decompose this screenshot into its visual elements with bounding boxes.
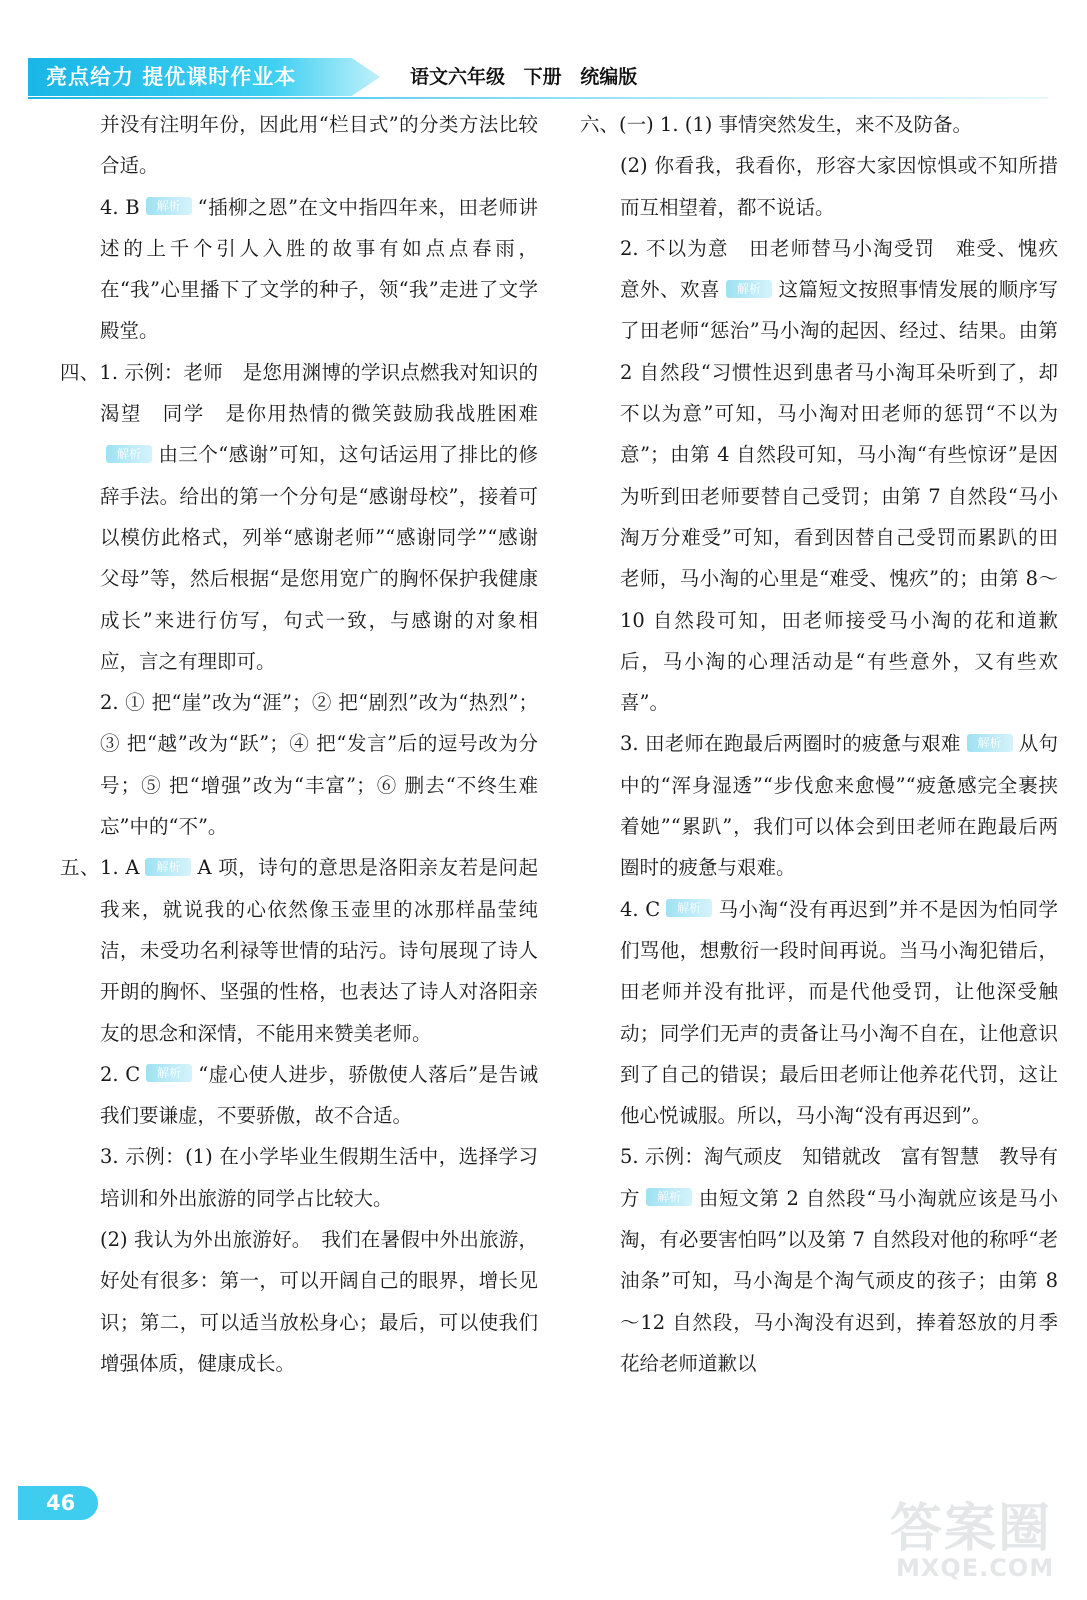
answer-paragraph [580,723,1058,888]
analysis-text: “插柳之恩”在文中指四年来，田老师讲述的上千个引人入胜的故事有如点点春雨，在“我”心里播下了文学的种子，领“我”走进了文学殿堂。 [100,195,538,343]
answer-paragraph [580,1136,1058,1384]
analysis-badge: 解析 [646,1188,692,1206]
header-divider [28,97,1048,99]
answer-paragraph: 3. 示例：(1) 在小学毕业生假期生活中，选择学习培训和外出旅游的同学占比较大。 [100,1145,538,1210]
analysis-badge: 解析 [967,734,1013,752]
answer-paragraph: 并没有注明年份，因此用“栏目式”的分类方法比较合适。 [100,113,538,178]
answer-text: 4. C [620,897,661,921]
right-column [580,104,1078,1384]
analysis-badge: 解析 [146,1064,192,1082]
answer-paragraph: (2) 你看我，我看你，形容大家因惊惧或不知所措而互相望着，都不说话。 [620,154,1058,219]
answer-text: 2. C [100,1062,141,1086]
analysis-text: 马小淘“没有再迟到”并不是因为怕同学们骂他，想敷衍一段时间再说。当马小淘犯错后，田老师并没有批评，而是代他受罚，让他深受触动；同学们无声的责备让马小淘不自在，让他意识到了自己的错误；最后田老师让他养花代罚，这让他心悦诚服。所以，马小淘“没有再迟到”。 [620,897,1058,1128]
answer-text: 四、1. 示例：老师 是您用渊博的学识点燃我对知识的渴望 同学 是你用热情的微笑鼓励我战胜困难 [60,360,538,426]
answer-paragraph [60,847,538,1053]
book-info: 语文六年级 下册 统编版 [410,66,638,88]
watermark-text: 答案圈 [890,1499,1053,1559]
analysis-badge: 解析 [726,280,772,298]
answer-paragraph: 六、(一) 1. (1) 事情突然发生，来不及防备。 [580,113,973,136]
answer-paragraph: 2. ① 把“崖”改为“涯”；② 把“剧烈”改为“热烈”；③ 把“越”改为“跃”；④ 把“发言”后的逗号改为分号；⑤ 把“增强”改为“丰富”；⑥ 删去“不终生难忘”中的“不”。 [100,691,538,839]
left-column [60,104,538,1384]
answer-text: 4. B [100,195,140,219]
answer-paragraph [580,228,1078,724]
brand-title: 亮点给力 提优课时作业本 [46,65,297,89]
analysis-text: “虚心使人进步，骄傲使人落后”是告诫我们要谦虚，不要骄傲，故不合适。 [100,1062,538,1128]
answer-text: 2. 不以为意 田老师替马小淘受罚 难受、愧疚 意外、欢喜 [620,236,1078,302]
answer-paragraph [60,187,538,352]
page-number: 46 [46,1491,76,1515]
analysis-text: 由三个“感谢”可知，这句话运用了排比的修辞手法。给出的第一个分句是“感谢母校”，接着可以模仿此格式，列举“感谢老师”“感谢同学”“感谢父母”等，然后根据“是您用宽广的胸怀保护我健康成长”来进行仿写，句式一致，与感谢的对象相应，言之有理即可。 [100,443,538,673]
analysis-badge: 解析 [146,197,192,215]
analysis-badge: 解析 [666,899,712,917]
answer-text: 5. 示例：淘气顽皮 知错就改 富有智慧 教导有方 [620,1145,1058,1210]
answer-text: 五、1. A [60,856,140,880]
answer-paragraph [60,352,538,682]
analysis-text: A 项，诗句的意思是洛阳亲友若是问起我来，就说我的心依然像玉壶里的冰那样晶莹纯洁，未受功名利禄等世情的玷污。诗句展现了诗人开朗的胸怀、坚强的性格，也表达了诗人对洛阳亲友的思念和深情，不能用来赞美老师。 [100,856,539,1045]
analysis-badge: 解析 [106,445,152,463]
answer-text: 3. 田老师在跑最后两圈时的疲惫与艰难 [620,732,961,756]
analysis-text: 从句中的“浑身湿透”“步伐愈来愈慢”“疲惫感完全裹挟着她”“累趴”，我们可以体会到田老师在跑最后两圈时的疲惫与艰难。 [620,732,1058,880]
analysis-badge: 解析 [145,858,191,876]
answer-paragraph [580,889,1058,1137]
analysis-text: 由短文第 2 自然段“马小淘就应该是马小淘，有必要害怕吗”以及第 7 自然段对他的称呼“老油条”可知，马小淘是个淘气顽皮的孩子；由第 8～12 自然段，马小淘没有迟到，捧着怒放的月季花给老师道歉以 [620,1186,1058,1375]
analysis-text: 这篇短文按照事情发展的顺序写了田老师“惩治”马小淘的起因、经过、结果。由第 2 自然段“习惯性迟到患者马小淘耳朵听到了，却不以为意”可知，马小淘对田老师的惩罚“不以为意”；由第 4 自然段可知，马小淘“有些惊讶”是因为听到田老师要替自己受罚；由第 7 自然段“马小淘万分难受”可知，看到因替自己受罚而累趴的田老师，马小淘的心里是“难受、愧疚”的；由第 8～10 自然段可知，田老师接受马小淘的花和道歉后，马小淘的心理活动是“有些意外，又有些欢喜”。 [620,278,1058,715]
answer-paragraph [60,1054,538,1137]
answer-paragraph: (2) 我认为外出旅游好。 我们在暑假中外出旅游，好处有很多：第一，可以开阔自己的眼界，增长见识；第二，可以适当放松身心；最后，可以使我们增强体质，健康成长。 [100,1228,538,1375]
watermark-url: MXQE.COM [896,1554,1055,1582]
watermark-logo [880,1482,1070,1592]
page-header [0,0,1087,100]
